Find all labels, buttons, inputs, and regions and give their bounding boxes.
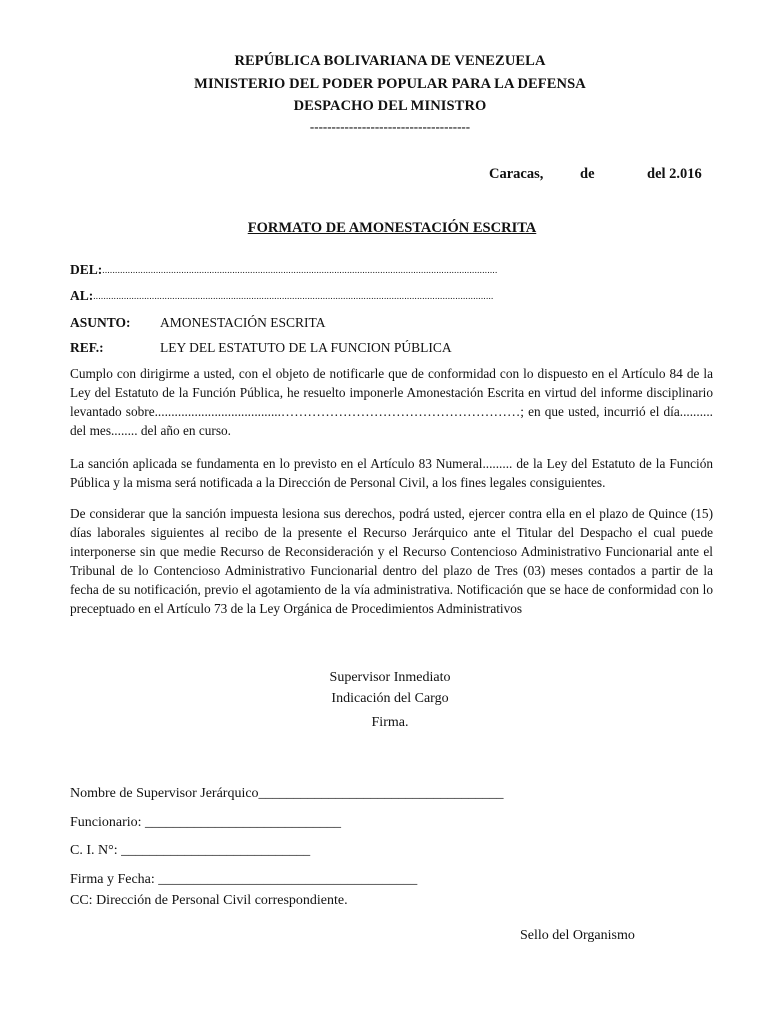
funcionario-line: Funcionario: ____________________________ [70, 815, 342, 830]
header-divider: ------------------------------------- [309, 118, 471, 134]
paragraph-appeal-rights: De considerar que la sanción impuesta lesiona sus derechos, podrá usted, ejercer contra ella en el plazo de Quince (15) días laborales siguientes al recibo de la presente el Recurso Jerárquico ante el Titular del Despacho el cual puede interponerse sin que medie Recurso de Reconsideración y el Recurso Contencioso Administrativo Funcionarial ante el Tribunal de lo Contencioso Administrativo Funcionarial dentro del plazo de Tres (03) meses contados a partir de la fecha de su notificación, previo el agotamiento de la vía administrativa. Notificación que se hace de conformidad con lo preceptuado en el Artículo 73 de la Ley Orgánica de Procedimientos Administrativos [70, 506, 713, 616]
asunto-row [70, 315, 325, 331]
date-de: de [580, 166, 595, 182]
date-year: del 2.016 [647, 166, 702, 182]
seal-label: Sello del Organismo [520, 928, 635, 943]
ref-label: REF.: [70, 340, 104, 355]
supervisor-name-line: Nombre de Supervisor Jerárquico___________________________________ [70, 786, 504, 801]
del-label: DEL: [70, 262, 103, 277]
al-field [70, 288, 494, 304]
supervisor-signature-block [0, 667, 768, 733]
ref-value: LEY DEL ESTATUTO DE LA FUNCION PÚBLICA [160, 340, 452, 355]
paragraph-sanction-basis: La sanción aplicada se fundamenta en lo previsto en el Artículo 83 Numeral......... de la Ley del Estatuto de la Función Pública y la misma será notificada a la Dirección de Personal Civil, a los fines legales consiguientes. [70, 456, 713, 490]
asunto-value: AMONESTACIÓN ESCRITA [160, 315, 326, 330]
ref-row [70, 340, 452, 356]
office-heading: DESPACHO DEL MINISTRO [293, 98, 487, 114]
del-field [70, 262, 498, 278]
al-label: AL: [70, 288, 94, 303]
letterhead [0, 50, 768, 136]
date-city: Caracas, [489, 166, 544, 182]
paragraph-notification: Cumplo con dirigirme a usted, con el objeto de notificarle que de conformidad con lo dispuesto en el Artículo 84 de la Ley del Estatuto de la Función Pública, he resuelto imponerle Amonestación Escrita en virtud del informe disciplinario levantado sobre......................................………………………………………………; en que usted, incurrió el día.......... del mes........ del año en curso. [70, 366, 713, 438]
firma-fecha-line: Firma y Fecha: _____________________________________ [70, 872, 418, 887]
country-heading: REPÚBLICA BOLIVARIANA DE VENEZUELA [234, 53, 546, 69]
al-dots: ............................................................................................................................................................. [93, 291, 494, 301]
date-line [489, 166, 714, 186]
supervisor-cargo: Indicación del Cargo [331, 691, 449, 706]
del-dots: ........................................................................................................................................................... [102, 265, 498, 275]
supervisor-firma: Firma. [371, 715, 409, 730]
ci-line: C. I. N°: ___________________________ [70, 843, 311, 858]
cc-line: CC: Dirección de Personal Civil correspondiente. [70, 893, 348, 908]
asunto-label: ASUNTO: [70, 315, 131, 330]
supervisor-role: Supervisor Inmediato [329, 670, 451, 685]
document-title: FORMATO DE AMONESTACIÓN ESCRITA [247, 220, 537, 236]
ministry-heading: MINISTERIO DEL PODER POPULAR PARA LA DEFENSA [194, 75, 586, 92]
